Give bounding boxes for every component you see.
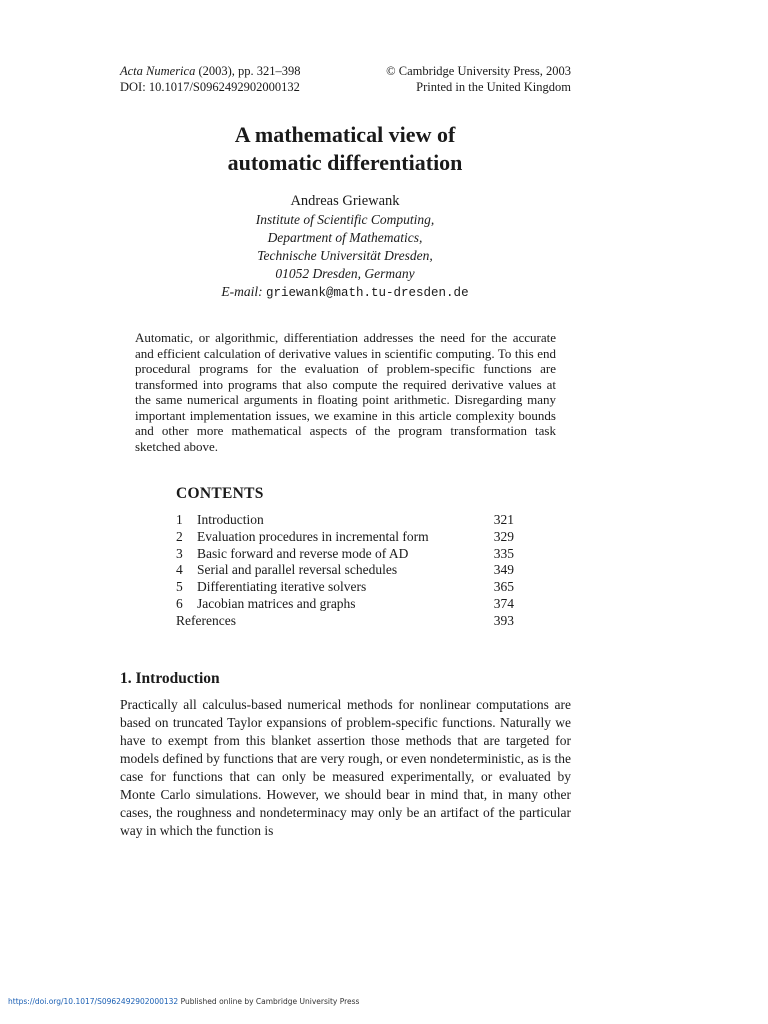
- toc-page: 349: [493, 562, 514, 578]
- paper-title-line-2: automatic differentiation: [227, 150, 463, 175]
- email-address: griewank@math.tu-dresden.de: [266, 286, 469, 300]
- toc-row-references: [176, 613, 516, 630]
- table-of-contents: [176, 512, 516, 630]
- toc-number: 4: [176, 562, 183, 578]
- affiliation-line: Department of Mathematics,: [267, 230, 423, 245]
- email-line: [0, 283, 690, 302]
- doi-link[interactable]: https://doi.org/10.1017/S0962492902000132: [8, 997, 179, 1006]
- doi-line: DOI: 10.1017/S0962492902000132: [120, 80, 300, 94]
- toc-row: [176, 546, 516, 563]
- journal-name: Acta Numerica: [120, 64, 196, 78]
- toc-row: [176, 579, 516, 596]
- journal-volume-pages: (2003), pp. 321–398: [195, 64, 301, 78]
- toc-row: [176, 529, 516, 546]
- toc-label: Differentiating iterative solvers: [197, 579, 367, 595]
- footer: [8, 997, 359, 1006]
- footer-text: Published online by Cambridge University Press: [178, 997, 360, 1006]
- paper-title-line-1: A mathematical view of: [234, 122, 456, 147]
- contents-heading: CONTENTS: [176, 485, 264, 502]
- toc-number: 1: [176, 512, 183, 527]
- section-body: Practically all calculus-based numerical methods for nonlinear computations are based on truncated Taylor expansions of problem-specific functions. Naturally we have to exempt from this blanket assertion those methods that are targeted for models defined by functions that are very rough, or even nondeterministic, as is the case for functions that can only be measured experimentally, or evaluated by Monte Carlo simulations. However, we should bear in mind that, in many other cases, the roughness and nondeterminacy may only be an artifact of the particular way in which the function is: [120, 697, 571, 838]
- copyright-line: © Cambridge University Press, 2003: [386, 64, 571, 78]
- toc-number: 5: [176, 579, 183, 595]
- toc-page: 374: [493, 595, 514, 611]
- author-block: [0, 192, 690, 302]
- toc-label: Serial and parallel reversal schedules: [197, 562, 398, 578]
- toc-number: 2: [176, 528, 183, 544]
- printed-line: Printed in the United Kingdom: [416, 80, 571, 94]
- toc-row: [176, 596, 516, 613]
- toc-number: 3: [176, 545, 183, 561]
- affiliation-line: Institute of Scientific Computing,: [255, 212, 435, 227]
- toc-page: 393: [493, 612, 514, 628]
- toc-label: Evaluation procedures in incremental form: [197, 528, 429, 544]
- toc-page: 321: [493, 512, 514, 527]
- toc-row: [176, 512, 516, 529]
- author-name: Andreas Griewank: [290, 193, 400, 209]
- toc-row: [176, 562, 516, 579]
- toc-label: Jacobian matrices and graphs: [197, 595, 356, 611]
- section-heading: 1. Introduction: [120, 670, 220, 687]
- toc-number: 6: [176, 595, 183, 611]
- toc-page: 329: [493, 528, 514, 544]
- toc-page: 335: [493, 545, 514, 561]
- toc-label: Basic forward and reverse mode of AD: [197, 545, 409, 561]
- toc-page: 365: [493, 579, 514, 595]
- affiliation-line: Technische Universität Dresden,: [257, 248, 433, 263]
- toc-label: Introduction: [197, 512, 264, 527]
- abstract: Automatic, or algorithmic, differentiation addresses the need for the accurate and efficient calculation of derivative values in scientific computing. To this end procedural programs for the evaluation of problem-specific functions are transformed into programs that also compute the required derivative values at the same numerical arguments in floating point arithmetic. Disregarding many important implementation issues, we examine in this article complexity bounds and other more mathematical aspects of the program transformation task sketched above.: [135, 330, 556, 454]
- toc-label: References: [176, 612, 236, 628]
- affiliation-line: 01052 Dresden, Germany: [275, 266, 415, 281]
- email-label: E-mail:: [221, 284, 267, 299]
- journal-citation: [120, 63, 301, 79]
